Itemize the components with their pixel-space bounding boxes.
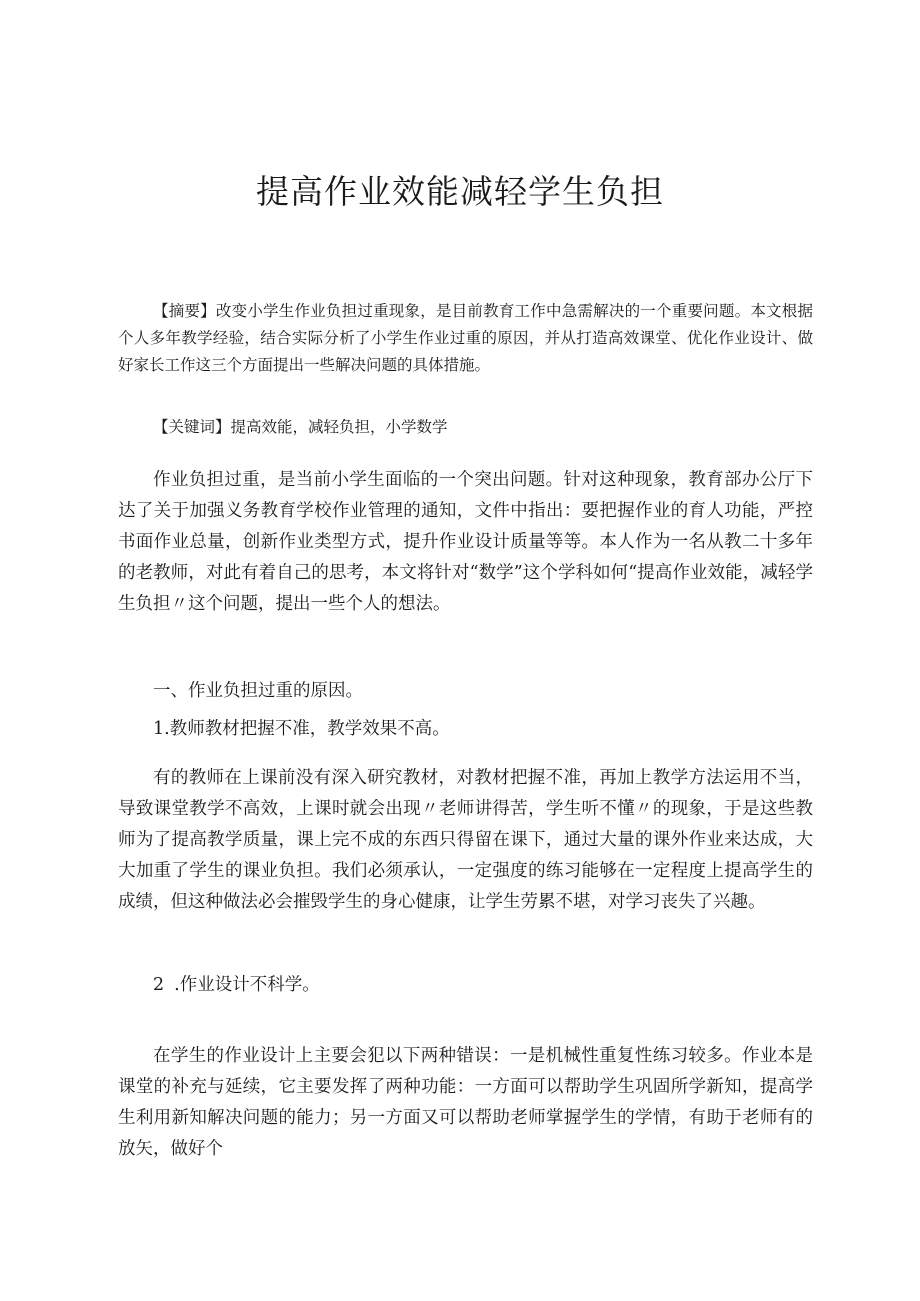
abstract-paragraph: 【摘要】改变小学生作业负担过重现象，是目前教育工作中急需解决的一个重要问题。本文根据个人多年教学经验，结合实际分析了小学生作业过重的原因，并从打造高效课堂、优化作业设计、做好家长工作这三个方面提出一些解决问题的具体措施。: [118, 302, 813, 374]
subheading-2: [118, 970, 813, 1001]
paragraph-teacher-materials: 有的教师在上课前没有深入研究教材，对教材把握不准，再加上教学方法运用不当，导致课堂教学不高效，上课时就会出现〃老师讲得苦，学生听不懂〃的现象，于是这些教师为了提高教学质量，课上完不成的东西只得留在课下，通过大量的课外作业来达成，大大加重了学生的课业负担。我们必须承认，一定强度的练习能够在一定程度上提高学生的成绩，但这种做法必会摧毁学生的身心健康，让学生劳累不堪，对学习丧失了兴趣。: [118, 768, 813, 912]
subheading-2-number: 2: [153, 975, 165, 995]
keywords-line: 【关键词】提高效能，减轻负担，小学数学: [153, 418, 448, 436]
subheading-2-text: .作业设计不科学。: [174, 975, 320, 995]
subheading-1: 1.教师教材把握不准，教学效果不高。: [153, 719, 450, 739]
paragraph-homework-design: 在学生的作业设计上主要会犯以下两种错误：一是机械性重复性练习较多。作业本是课堂的补充与延续，它主要发挥了两种功能：一方面可以帮助学生巩固所学新知，提高学生利用新知解决问题的能力；另一方面又可以帮助老师掌握学生的学情，有助于老师有的放矢，做好个: [118, 1046, 813, 1159]
document-title: 提高作业效能减轻学生负担: [256, 172, 664, 211]
intro-paragraph: 作业负担过重，是当前小学生面临的一个突出问题。针对这种现象，教育部办公厅下达了关于加强义务教育学校作业管理的通知，文件中指出：要把握作业的育人功能，严控书面作业总量，创新作业类型方式，提升作业设计质量等等。本人作为一名从教二十多年的老教师，对此有着自己的思考，本文将针对“数学”这个学科如何“提高作业效能，减轻学生负担〃这个问题，提出一些个人的想法。: [118, 470, 813, 614]
section-heading-1: 一、作业负担过重的原因。: [153, 681, 363, 701]
